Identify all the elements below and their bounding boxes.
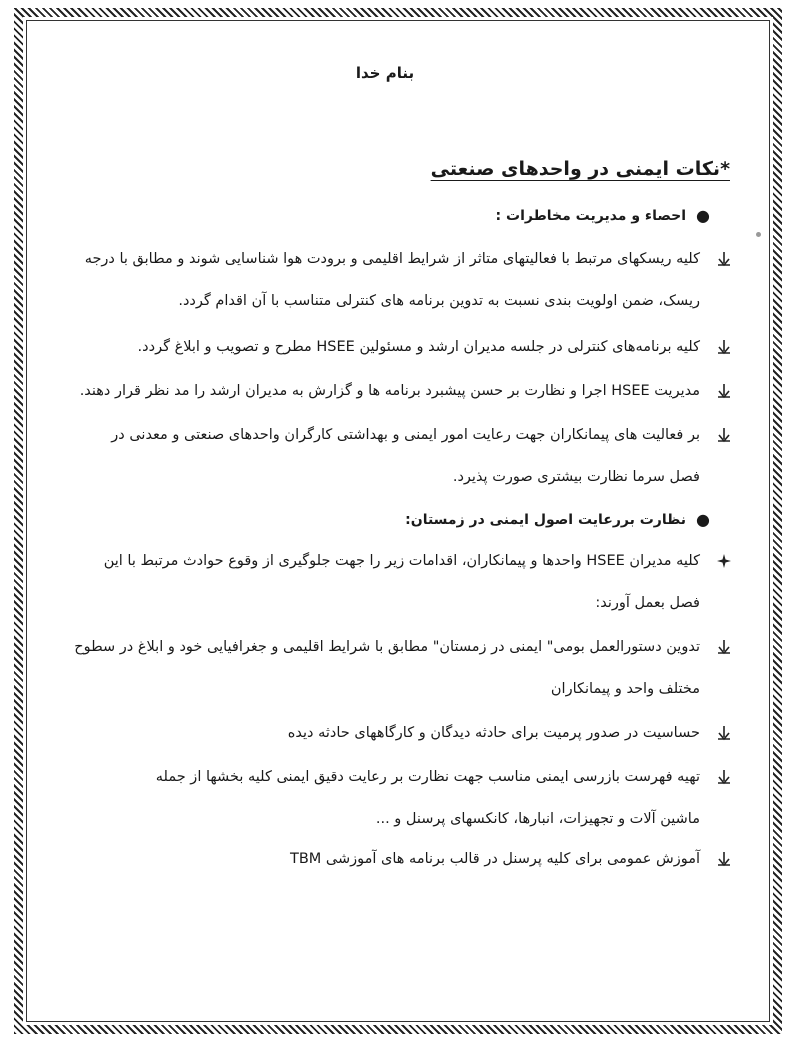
section-heading-text: نظارت بررعایت اصول ایمنی در زمستان: (405, 511, 687, 528)
item-line: کلیه برنامه‌های کنترلی در جلسه مدیران ارشد و مسئولین HSEE مطرح و تصویب و ابلاغ گردد. (137, 339, 700, 355)
section-heading-hazard-management (496, 206, 710, 225)
arrow-bullet-icon (716, 626, 732, 668)
basmala-heading: بنام خدا (355, 64, 415, 82)
page-title: *نکات ایمنی در واحدهای صنعتی (430, 158, 730, 180)
list-item (60, 838, 710, 880)
list-item (60, 414, 710, 498)
item-line: کلیه ریسکهای مرتبط با فعالیتهای متاثر از شرایط اقلیمی و برودت هوا شناسایی شوند و مطابق با درجه (84, 251, 700, 267)
list-item (60, 370, 710, 412)
arrow-bullet-icon (716, 414, 732, 456)
arrow-bullet-icon (716, 712, 732, 754)
item-line: آموزش عمومی برای کلیه پرسنل در قالب برنامه های آموزشی TBM (289, 851, 700, 867)
section-heading-text: احصاء و مدیریت مخاطرات : (495, 207, 687, 224)
list-item (60, 756, 710, 840)
arrow-bullet-icon (716, 370, 732, 412)
item-line: فصل سرما نظارت بیشتری صورت پذیرد. (452, 469, 700, 485)
item-line: مدیریت HSEE اجرا و نظارت بر حسن پیشبرد برنامه ها و گزارش به مدیران ارشد را مد نظر قرار دهند. (79, 383, 700, 399)
list-item (60, 238, 710, 322)
item-line: فصل بعمل آورند: (595, 595, 700, 611)
scan-speck (756, 232, 761, 237)
list-item (60, 712, 710, 754)
item-line: تهیه فهرست بازرسی ایمنی مناسب جهت نظارت بر رعایت دقیق ایمنی کلیه بخشها از جمله (155, 769, 700, 785)
item-line: ریسک، ضمن اولویت بندی نسبت به تدوین برنامه های کنترلی متناسب با آن اقدام گردد. (178, 293, 700, 309)
diamond-bullet-icon (716, 540, 732, 582)
list-item (60, 326, 710, 368)
item-line: حساسیت در صدور پرمیت برای حادثه دیدگان و کارگاههای حادثه دیده (287, 725, 700, 741)
item-line: تدوین دستورالعمل بومی" ایمنی در زمستان" مطابق با شرایط اقلیمی و جغرافیایی خود و ابلاغ در سطوح (74, 639, 700, 655)
arrow-bullet-icon (716, 238, 732, 280)
item-line: ماشین آلات و تجهیزات، انبارها، کانکسهای پرسنل و ... (375, 811, 700, 827)
section-heading-winter-safety (405, 510, 710, 529)
arrow-bullet-icon (716, 838, 732, 880)
arrow-bullet-icon (716, 756, 732, 798)
document-page (60, 40, 730, 1000)
item-line: کلیه مدیران HSEE واحدها و پیمانکاران، اقدامات زیر را جهت جلوگیری از وقوع حوادث مرتبط با این (103, 553, 700, 569)
list-item (60, 540, 710, 624)
arrow-bullet-icon (716, 326, 732, 368)
list-item (60, 626, 710, 710)
item-line: مختلف واحد و پیمانکاران (550, 681, 700, 697)
item-line: بر فعالیت های پیمانکاران جهت رعایت امور ایمنی و بهداشتی کارگران واحدهای صنعتی و معدنی در (111, 427, 700, 443)
bullet-dot-icon: ● (696, 510, 710, 529)
bullet-dot-icon: ● (696, 206, 710, 225)
